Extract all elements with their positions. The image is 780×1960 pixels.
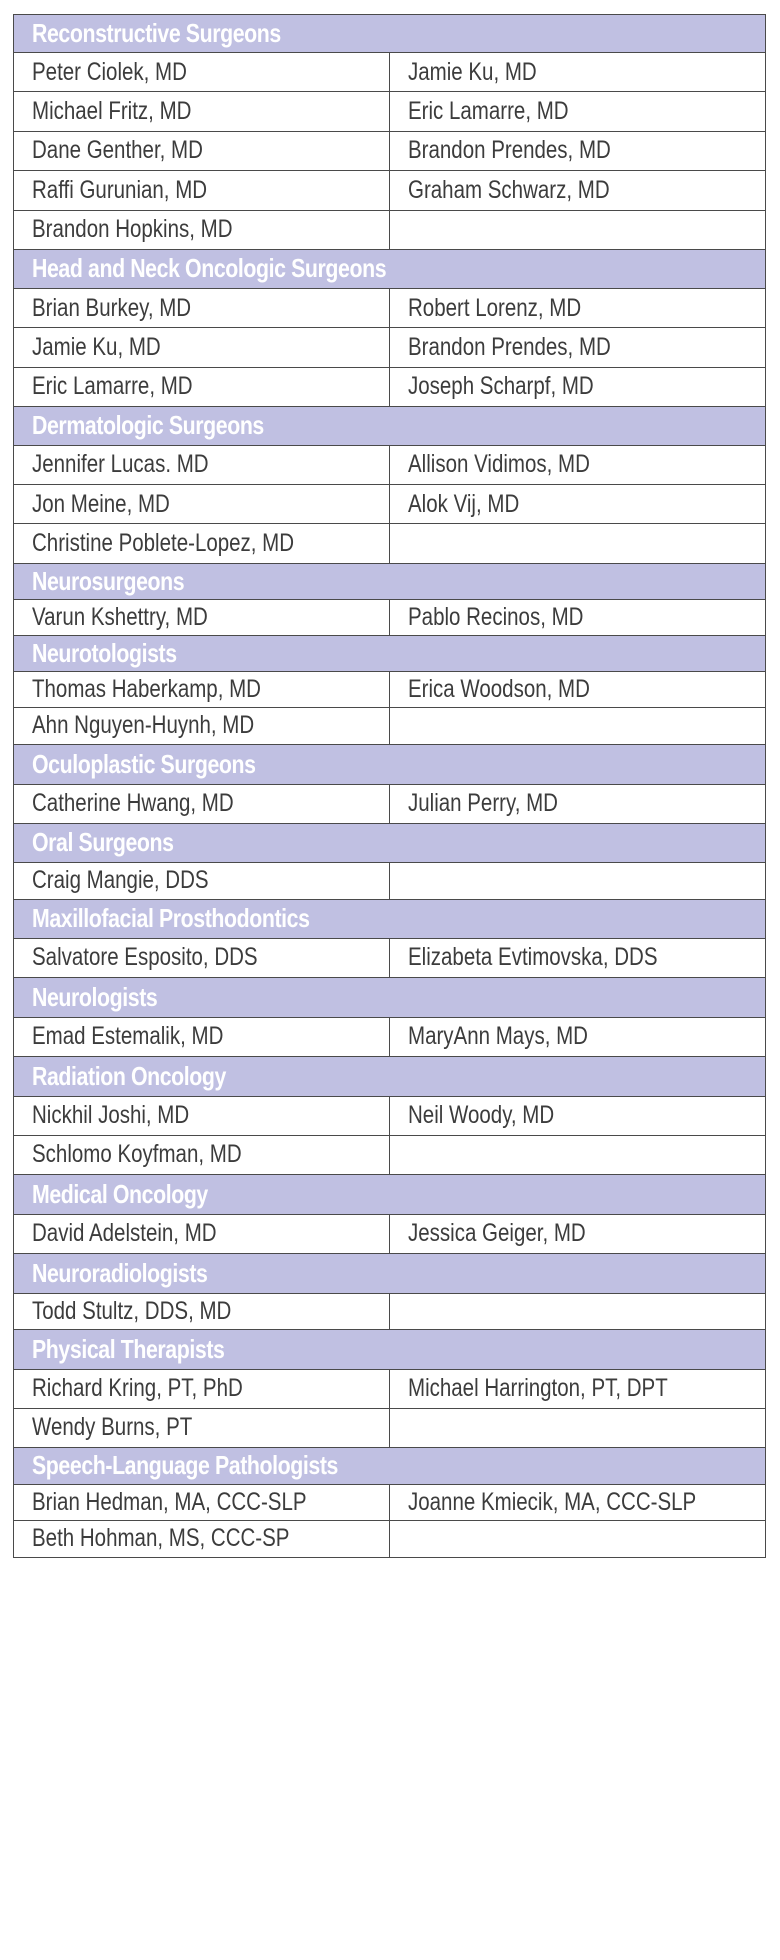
name-cell-right <box>390 1369 766 1408</box>
table-row <box>14 53 766 92</box>
section-header-row <box>14 1253 766 1293</box>
specialist-name: Dane Genther, MD <box>32 136 203 165</box>
name-cell-right <box>390 671 766 708</box>
specialist-name: Graham Schwarz, MD <box>408 175 610 204</box>
name-cell-right <box>390 485 766 524</box>
specialist-name: Julian Perry, MD <box>408 789 558 818</box>
name-cell-left <box>14 708 390 745</box>
name-cell-left <box>14 1369 390 1408</box>
name-cell-left <box>14 862 390 899</box>
name-cell-left <box>14 1293 390 1329</box>
section-title <box>14 977 766 1017</box>
specialist-name: Brian Burkey, MD <box>32 293 192 322</box>
section-title-text: Neurosurgeons <box>32 565 185 596</box>
name-cell-left <box>14 1135 390 1174</box>
specialist-name: Brandon Hopkins, MD <box>32 215 233 244</box>
table-row <box>14 671 766 708</box>
name-cell-left <box>14 171 390 210</box>
specialist-name: Eric Lamarre, MD <box>32 372 193 401</box>
specialist-name: Catherine Hwang, MD <box>32 789 234 818</box>
specialist-name: Jennifer Lucas. MD <box>32 450 209 479</box>
section-title-text: Oculoplastic Surgeons <box>32 748 256 779</box>
name-cell-left <box>14 1214 390 1253</box>
table-row <box>14 328 766 367</box>
specialist-name: MaryAnn Mays, MD <box>408 1022 588 1051</box>
name-cell-right <box>390 599 766 635</box>
name-cell-left <box>14 1408 390 1447</box>
specialist-name: Brandon Prendes, MD <box>408 332 611 361</box>
section-header-row <box>14 977 766 1017</box>
section-title <box>14 563 766 599</box>
name-cell-right <box>390 288 766 327</box>
name-cell-right <box>390 862 766 899</box>
name-cell-right <box>390 938 766 977</box>
name-cell-right <box>390 53 766 92</box>
name-cell-right <box>390 784 766 823</box>
specialist-name: Raffi Gurunian, MD <box>32 175 208 204</box>
table-row <box>14 1017 766 1056</box>
table-row <box>14 1521 766 1558</box>
section-title <box>14 15 766 53</box>
specialist-name: Richard Kring, PT, PhD <box>32 1374 243 1403</box>
name-cell-right <box>390 1017 766 1056</box>
table-row <box>14 1408 766 1447</box>
specialist-name: Brandon Prendes, MD <box>408 136 611 165</box>
name-cell-right <box>390 210 766 249</box>
specialist-name: Joseph Scharpf, MD <box>408 372 594 401</box>
name-cell-left <box>14 328 390 367</box>
section-title-text: Neurotologists <box>32 637 177 668</box>
name-cell-right <box>390 1096 766 1135</box>
name-cell-right <box>390 708 766 745</box>
table-row <box>14 210 766 249</box>
section-header-row <box>14 1174 766 1214</box>
section-title-text: Neurologists <box>32 981 158 1012</box>
specialist-name: Wendy Burns, PT <box>32 1413 193 1442</box>
name-cell-right <box>390 524 766 563</box>
table-row <box>14 485 766 524</box>
section-title-text: Medical Oncology <box>32 1178 208 1209</box>
specialist-name: Neil Woody, MD <box>408 1101 555 1130</box>
name-cell-left <box>14 367 390 406</box>
name-cell-left <box>14 485 390 524</box>
section-title <box>14 249 766 288</box>
table-row <box>14 599 766 635</box>
name-cell-left <box>14 1521 390 1558</box>
specialist-name: Erica Woodson, MD <box>408 674 590 703</box>
table-row <box>14 92 766 131</box>
section-title-text: Head and Neck Oncologic Surgeons <box>32 253 387 284</box>
section-header-row <box>14 1329 766 1369</box>
specialist-name: Salvatore Esposito, DDS <box>32 943 258 972</box>
name-cell-right <box>390 445 766 484</box>
table-row <box>14 1096 766 1135</box>
name-cell-right <box>390 171 766 210</box>
name-cell-left <box>14 784 390 823</box>
specialist-name: Robert Lorenz, MD <box>408 293 582 322</box>
table-row <box>14 171 766 210</box>
specialist-name: Craig Mangie, DDS <box>32 866 209 895</box>
section-title-text: Physical Therapists <box>32 1333 225 1364</box>
section-header-row <box>14 406 766 445</box>
table-row <box>14 708 766 745</box>
table-row <box>14 1214 766 1253</box>
specialist-name: Brian Hedman, MA, CCC-SLP <box>32 1487 307 1516</box>
section-title-text: Maxillofacial Prosthodontics <box>32 903 310 934</box>
name-cell-left <box>14 288 390 327</box>
specialist-name: Pablo Recinos, MD <box>408 602 584 631</box>
section-title-text: Oral Surgeons <box>32 827 174 858</box>
name-cell-right <box>390 131 766 170</box>
section-title-text: Reconstructive Surgeons <box>32 18 281 48</box>
name-cell-left <box>14 1096 390 1135</box>
name-cell-left <box>14 1484 390 1521</box>
section-title-text: Radiation Oncology <box>32 1060 226 1091</box>
specialist-name: Eric Lamarre, MD <box>408 97 569 126</box>
specialist-name: Christine Poblete-Lopez, MD <box>32 529 295 558</box>
name-cell-left <box>14 210 390 249</box>
section-title <box>14 1056 766 1096</box>
section-title-text: Dermatologic Surgeons <box>32 410 264 441</box>
name-cell-left <box>14 53 390 92</box>
name-cell-right <box>390 1484 766 1521</box>
specialist-name: Alok Vij, MD <box>408 489 520 518</box>
name-cell-left <box>14 938 390 977</box>
specialist-name: David Adelstein, MD <box>32 1219 217 1248</box>
section-title-text: Speech-Language Pathologists <box>32 1450 339 1481</box>
specialist-name: Jamie Ku, MD <box>32 332 161 361</box>
table-row <box>14 1135 766 1174</box>
name-cell-right <box>390 1521 766 1558</box>
name-cell-right <box>390 1214 766 1253</box>
section-header-row <box>14 1447 766 1484</box>
table-row <box>14 445 766 484</box>
section-header-row <box>14 823 766 862</box>
name-cell-right <box>390 1408 766 1447</box>
name-cell-left <box>14 671 390 708</box>
section-header-row <box>14 744 766 784</box>
specialist-name: Jon Meine, MD <box>32 489 170 518</box>
name-cell-right <box>390 328 766 367</box>
specialist-name: Todd Stultz, DDS, MD <box>32 1296 232 1325</box>
name-cell-left <box>14 92 390 131</box>
specialist-name: Michael Harrington, PT, DPT <box>408 1374 668 1403</box>
name-cell-right <box>390 1293 766 1329</box>
specialist-name: Emad Estemalik, MD <box>32 1022 224 1051</box>
table-row <box>14 938 766 977</box>
name-cell-left <box>14 524 390 563</box>
name-cell-right <box>390 367 766 406</box>
name-cell-left <box>14 131 390 170</box>
section-title <box>14 899 766 938</box>
table-row <box>14 367 766 406</box>
table-row <box>14 1369 766 1408</box>
table-row <box>14 524 766 563</box>
section-header-row <box>14 899 766 938</box>
section-title <box>14 823 766 862</box>
specialist-name: Jessica Geiger, MD <box>408 1219 586 1248</box>
section-header-row <box>14 635 766 671</box>
specialist-name: Joanne Kmiecik, MA, CCC-SLP <box>408 1487 697 1516</box>
name-cell-right <box>390 92 766 131</box>
table-row <box>14 1293 766 1329</box>
specialist-name: Schlomo Koyfman, MD <box>32 1140 242 1169</box>
name-cell-right <box>390 1135 766 1174</box>
section-title <box>14 1447 766 1484</box>
section-title <box>14 635 766 671</box>
specialist-name: Jamie Ku, MD <box>408 57 537 86</box>
section-title <box>14 1329 766 1369</box>
section-title <box>14 406 766 445</box>
specialist-name: Beth Hohman, MS, CCC-SP <box>32 1524 290 1553</box>
directory-body <box>14 15 766 1558</box>
section-header-row <box>14 249 766 288</box>
table-row <box>14 1484 766 1521</box>
specialist-name: Varun Kshettry, MD <box>32 602 208 631</box>
section-title <box>14 1253 766 1293</box>
section-header-row <box>14 1056 766 1096</box>
section-header-row <box>14 563 766 599</box>
table-row <box>14 131 766 170</box>
section-title <box>14 1174 766 1214</box>
specialist-name: Peter Ciolek, MD <box>32 57 187 86</box>
specialist-name: Elizabeta Evtimovska, DDS <box>408 943 658 972</box>
specialist-name: Michael Fritz, MD <box>32 97 192 126</box>
section-title <box>14 744 766 784</box>
specialist-name: Nickhil Joshi, MD <box>32 1101 190 1130</box>
name-cell-left <box>14 445 390 484</box>
specialist-name: Allison Vidimos, MD <box>408 450 590 479</box>
name-cell-left <box>14 599 390 635</box>
specialist-name: Ahn Nguyen-Huynh, MD <box>32 711 255 740</box>
specialist-directory-table <box>13 14 766 1558</box>
table-row <box>14 784 766 823</box>
table-row <box>14 862 766 899</box>
section-title-text: Neuroradiologists <box>32 1257 208 1288</box>
table-row <box>14 288 766 327</box>
section-header-row <box>14 15 766 53</box>
name-cell-left <box>14 1017 390 1056</box>
specialist-name: Thomas Haberkamp, MD <box>32 674 261 703</box>
